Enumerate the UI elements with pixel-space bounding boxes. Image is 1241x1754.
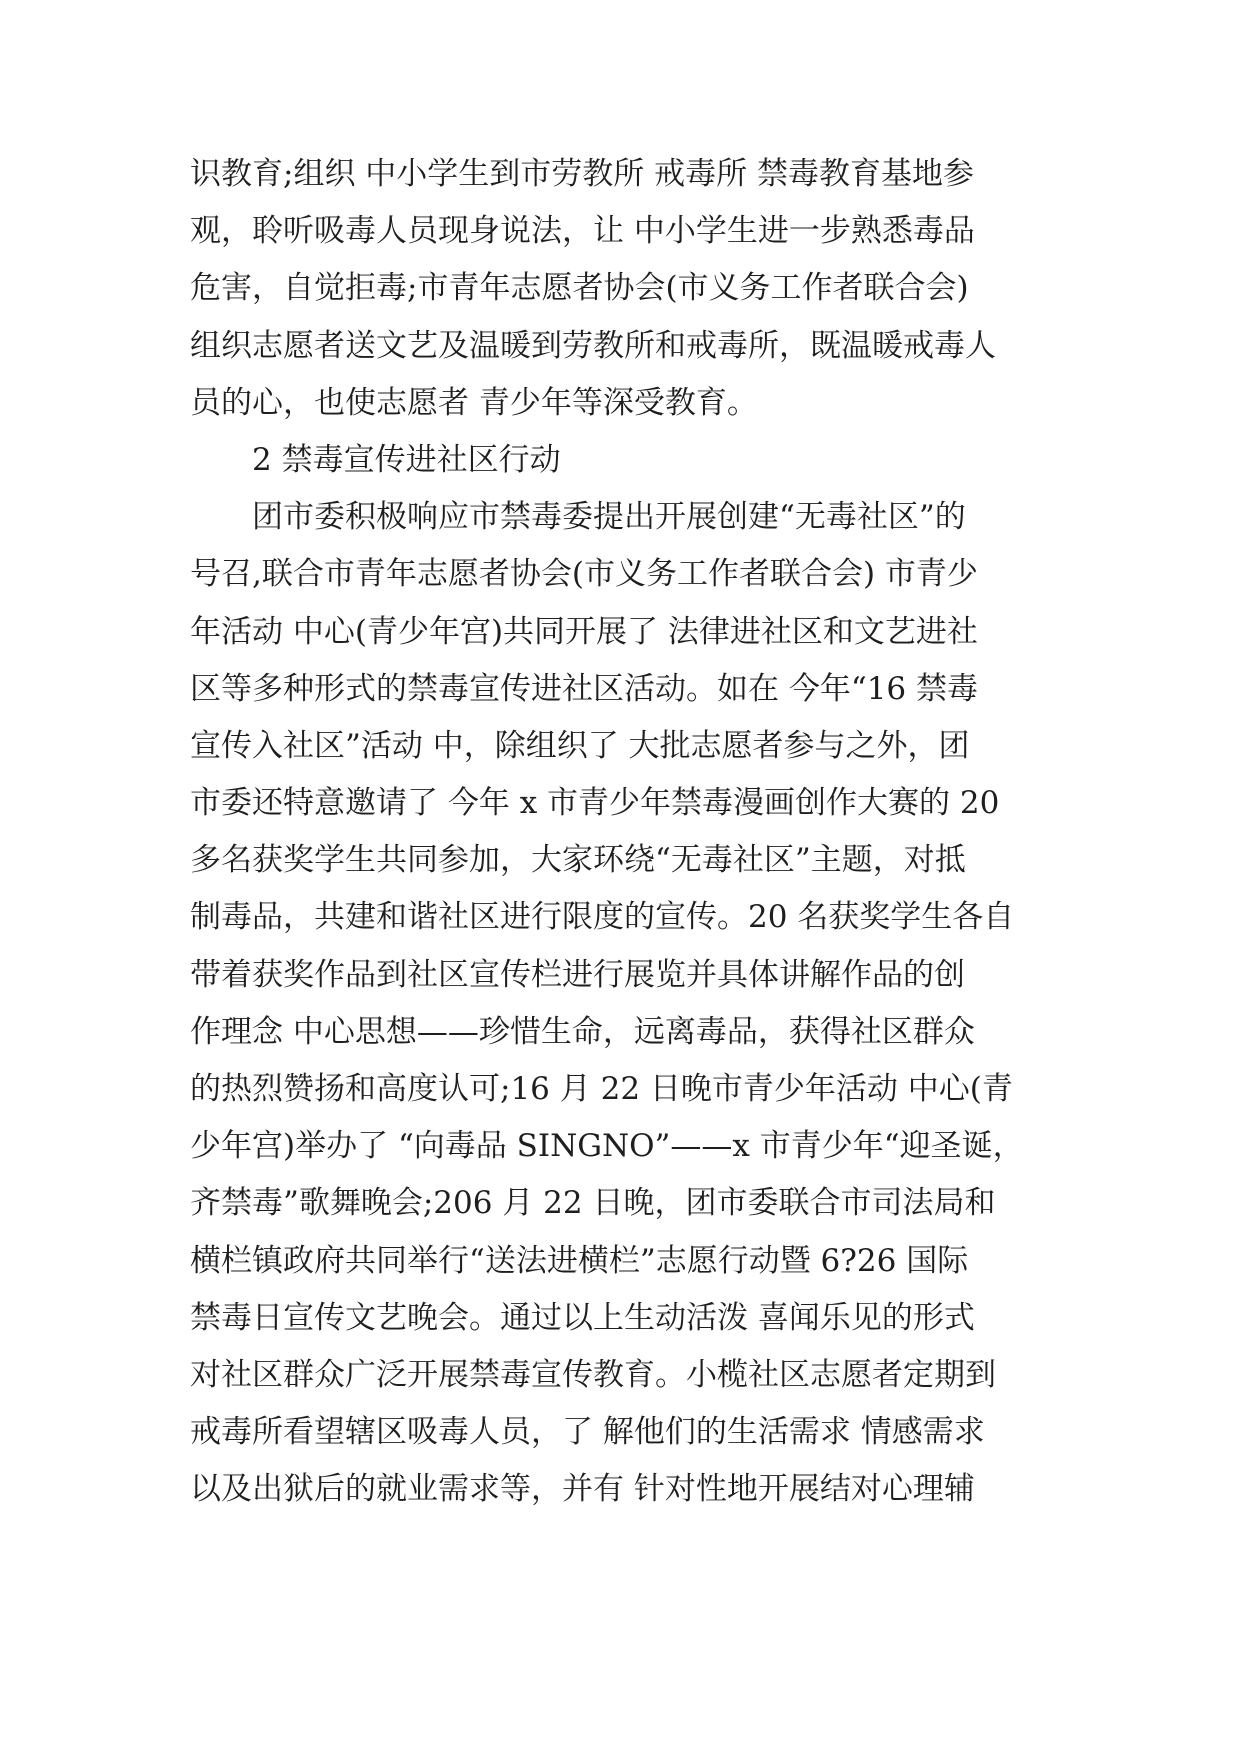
text-line: 制毒品，共建和谐社区进行限度的宣传。20 名获奖学生各自 <box>190 899 1015 936</box>
text-line: 观，聆听吸毒人员现身说法，让 中小学生进一步熟悉毒品 <box>190 213 975 250</box>
text-line: 识教育;组织 中小学生到市劳教所 戒毒所 禁毒教育基地参 <box>190 156 975 192</box>
text-line: 对社区群众广泛开展禁毒宣传教育。小榄社区志愿者定期到 <box>190 1356 996 1393</box>
text-line: 禁毒日宣传文艺晚会。通过以上生动活泼 喜闻乐见的形式 <box>190 1299 975 1336</box>
text-line: 组织志愿者送文艺及温暖到劳教所和戒毒所，既温暖戒毒人 <box>190 327 996 364</box>
text-line: 少年宫)举办了 “向毒品 SINGNO”——x 市青少年“迎圣诞， <box>190 1128 1024 1165</box>
text-line: 区等多种形式的禁毒宣传进社区活动。如在 今年“16 禁毒 <box>190 670 978 707</box>
text-line: 带着获奖作品到社区宣传栏进行展览并具体讲解作品的创 <box>190 956 965 993</box>
text-line: 员的心，也使志愿者 青少年等深受教育。 <box>190 384 758 421</box>
text-line: 以及出狱后的就业需求等，并有 针对性地开展结对心理辅 <box>190 1471 975 1508</box>
text-line: 横栏镇政府共同举行“送法进横栏”志愿行动暨 6?26 国际 <box>190 1242 969 1279</box>
text-line: 戒毒所看望辖区吸毒人员，了 解他们的生活需求 情感需求 <box>190 1414 985 1451</box>
text-line: 作理念 中心思想——珍惜生命，远离毒品，获得社区群众 <box>190 1013 975 1050</box>
text-line: 号召,联合市青年志愿者协会(市义务工作者联合会) 市青少 <box>190 556 978 593</box>
section-heading: 2 禁毒宣传进社区行动 <box>252 441 561 478</box>
text-line: 宣传入社区”活动 中，除组织了 大批志愿者参与之外，团 <box>190 727 970 764</box>
text-line: 多名获奖学生共同参加，大家环绕“无毒社区”主题，对抵 <box>190 842 966 879</box>
text-line: 市委还特意邀请了 今年 x 市青少年禁毒漫画创作大赛的 20 <box>190 785 1000 822</box>
text-line: 年活动 中心(青少年宫)共同开展了 法律进社区和文艺进社 <box>190 613 978 650</box>
paragraph-first-line: 团市委积极响应市禁毒委提出开展创建“无毒社区”的 <box>252 499 966 536</box>
text-line: 危害，自觉拒毒;市青年志愿者协会(市义务工作者联合会) <box>190 270 969 307</box>
text-line: 齐禁毒”歌舞晚会;206 月 22 日晚，团市委联合市司法局和 <box>190 1185 996 1222</box>
body-text <box>190 146 1050 1519</box>
text-line: 的热烈赞扬和高度认可;16 月 22 日晚市青少年活动 中心(青 <box>190 1071 1013 1107</box>
